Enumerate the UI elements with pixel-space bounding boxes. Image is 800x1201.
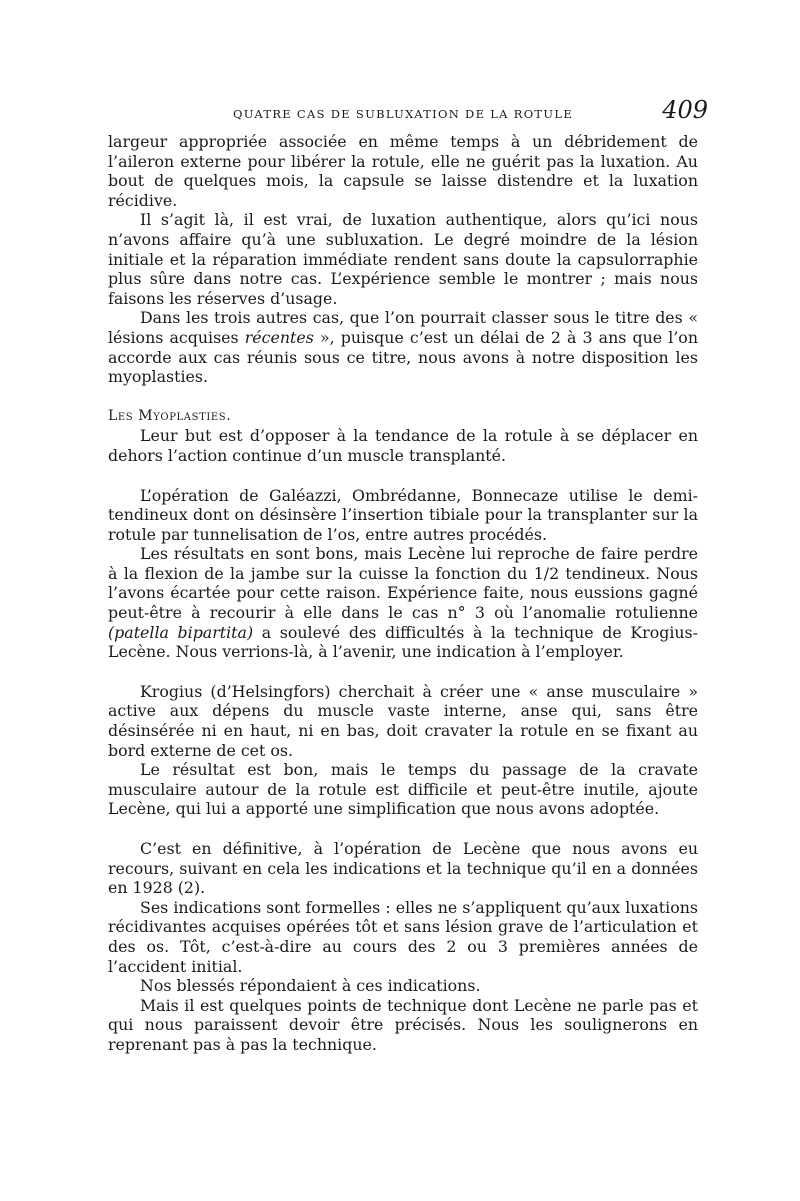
page-number: 409	[662, 96, 708, 124]
text-run: Les résultats en sont bons, mais Lecène lui reproche de faire perdre à la flexion de la jambe sur la cuisse la fonction du 1/2 tendineux. Nous l’avons écartée pour cette raison. Expérience faite, nous eussions gagné peut-être à recourir à elle dans le cas n° 3 où l’anomalie rotulienne	[108, 544, 698, 623]
italic-term: (patella bipartita)	[108, 622, 254, 642]
page-body	[108, 132, 698, 1055]
running-title: QUATRE CAS DE SUBLUXATION DE LA ROTULE	[233, 107, 574, 121]
text-run: », puisque c’est un délai de 2 à 3 ans que l’on accorde aux cas réunis sous ce titre, nous avons à notre disposition les myoplasties.	[108, 327, 698, 387]
paragraph	[108, 544, 698, 662]
paragraph	[108, 308, 698, 386]
running-header	[108, 96, 708, 124]
paragraph: Nos blessés répondaient à ces indications.	[140, 976, 481, 996]
paragraph: Ses indications sont formelles : elles ne s’appliquent qu’aux luxations récidivantes acquises opérées tôt et sans lésion grave de l’articulation et des os. Tôt, c’est-à-dire au cours des 2 ou 3 premières années de l’accident initial.	[108, 897, 698, 976]
paragraph: Mais il est quelques points de technique dont Lecène ne parle pas et qui nous paraissent devoir être précisés. Nous les soulignerons en reprenant pas à pas la technique.	[108, 995, 698, 1054]
section-heading: Les Myoplasties.	[108, 407, 232, 424]
text-run: a soulevé des difficultés à la technique de Krogius-Lecène. Nous verrions-là, à l’avenir, une indication à l’employer.	[108, 622, 698, 662]
paragraph: L’opération de Galéazzi, Ombrédanne, Bonnecaze utilise le demi-tendineux dont on désinsère l’insertion tibiale pour la transplanter sur la rotule par tunnelisation de l’os, entre autres procédés.	[108, 485, 698, 544]
text-run: Dans les trois autres cas, que l’on pourrait classer sous le titre des « lésions acquises	[108, 308, 698, 347]
paragraph: Leur but est d’opposer à la tendance de la rotule à se déplacer en dehors l’action continue d’un muscle transplanté.	[108, 426, 698, 465]
paragraph: C’est en définitive, à l’opération de Lecène que nous avons eu recours, suivant en cela les indications et la technique qu’il en a données en 1928 (2).	[108, 839, 698, 898]
italic-term: récentes	[244, 327, 314, 347]
paragraph: Krogius (d’Helsingfors) cherchait à créer une « anse musculaire » active aux dépens du muscle vaste interne, anse qui, sans être désinsérée ni en haut, ni en bas, doit cravater la rotule en se fixant au bord externe de cet os.	[108, 681, 698, 760]
paragraph: largeur appropriée associée en même temps à un débridement de l’aileron externe pour libérer la rotule, elle ne guérit pas la luxation. Au bout de quelques mois, la capsule se laisse distendre et la luxation récidive.	[108, 132, 698, 210]
paragraph: Le résultat est bon, mais le temps du passage de la cravate musculaire autour de la rotule est difficile et peut-être inutile, ajoute Lecène, qui lui a apporté une simplification que nous avons adoptée.	[108, 760, 698, 819]
paragraph: Il s’agit là, il est vrai, de luxation authentique, alors qu’ici nous n’avons affaire qu’à une subluxation. Le degré moindre de la lésion initiale et la réparation immédiate rendent sans doute la capsulorraphie plus sûre dans notre cas. L’expérience semble le montrer ; mais nous faisons les réserves d’usage.	[108, 210, 698, 308]
